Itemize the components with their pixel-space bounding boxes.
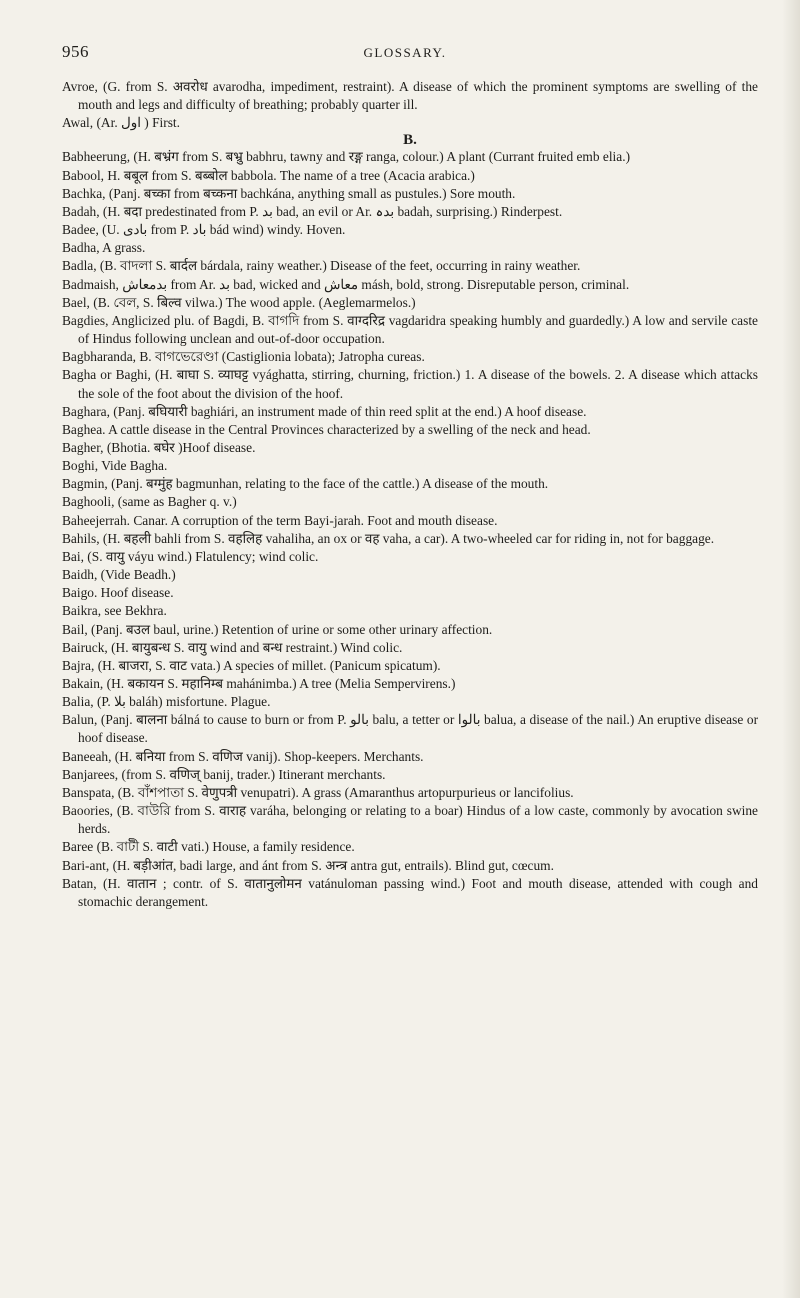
glossary-entry: Baikra, see Bekhra. [62, 603, 167, 619]
page-header [62, 42, 758, 64]
glossary-entry: Bachka, (Panj. बच्का from बच्कना bachkána, anything small as pustules.) Sore mouth. [62, 185, 516, 201]
page-number: 956 [62, 42, 89, 61]
glossary-entry: Awal, (Ar. اول ) First. [62, 115, 180, 131]
scan-edge-shadow [782, 0, 800, 1298]
glossary-entry: Balun, (Panj. बालना bálná to cause to burn or from P. بالو balu, a tetter or بالوا balua, a disease of the nail.) An eruptive disease or hoof disease. [62, 712, 759, 746]
glossary-entry: Babheerung, (H. बभ्रंग from S. बभ्रु babhru, tawny and रङ्ग ranga, colour.) A plant (Currant fruited emb elia.) [62, 149, 631, 165]
glossary-entry: Baoories, (B. বাউরি from S. वाराह varáha, belonging or relating to a boar) Hindus of a low caste, commonly by avocation swine herds. [62, 803, 758, 837]
glossary-entry: Badha, A grass. [62, 240, 146, 256]
glossary-entry: Bari-ant, (H. बड़ीआंत, badi large, and ánt from S. अन्त्र antra gut, entrails). Blind gut, cœcum. [62, 857, 554, 873]
glossary-entry: Babool, H. बबूल from S. बब्बोल babbola. The name of a tree (Acacia arabica.) [62, 167, 475, 183]
glossary-entry: Badla, (B. বাদলা S. बार्दल bárdala, rainy weather.) Disease of the feet, occurring in rainy weather. [62, 258, 581, 274]
glossary-entry: Batan, (H. वातान ; contr. of S. वातानुलोमन vatánuloman passing wind.) Foot and mouth disease, attended with cough and stomachic derangement. [62, 875, 758, 909]
glossary-entries [62, 78, 758, 911]
glossary-entry: Baghea. A cattle disease in the Central Provinces characterized by a swelling of the neck and head. [62, 421, 591, 437]
glossary-entry: Balia, (P. بلا baláh) misfortune. Plague. [62, 694, 271, 710]
glossary-entry: Bairuck, (H. बायुबन्ध S. वायु wind and बन्ध restraint.) Wind colic. [62, 639, 403, 655]
glossary-entry: Baree (B. বাটী S. वाटी vati.) House, a family residence. [62, 839, 355, 855]
glossary-entry: Bail, (Panj. बउल baul, urine.) Retention of urine or some other urinary affection. [62, 621, 493, 637]
glossary-entry: Banspata, (B. বাঁশপাতা S. वेणुपत्री venupatri). A grass (Amaranthus artopurpurieus or lancifolius. [62, 784, 574, 800]
glossary-entry: Bagmin, (Panj. बग्मुंह bagmunhan, relating to the face of the cattle.) A disease of the mouth. [62, 476, 549, 492]
entry-list [62, 148, 758, 911]
glossary-entry: Bakain, (H. बकायन S. महानिम्ब mahánimba.) A tree (Melia Sempervirens.) [62, 676, 456, 691]
glossary-entry: Bai, (S. वायु váyu wind.) Flatulency; wind colic. [62, 548, 319, 564]
glossary-entry: Bagdies, Anglicized plu. of Bagdi, B. বাগদি from S. वाग्दरिद्र vagdaridra speaking humbly and guardedly.) A low and servile caste of Hindus following unclean and out-of-door occupation. [62, 312, 758, 347]
glossary-entry: Bael, (B. বেল, S. बिल्व vilwa.) The wood apple. (Aeglemarmelos.) [62, 294, 416, 310]
glossary-entry: Baigo. Hoof disease. [62, 585, 174, 601]
glossary-entry: Baidh, (Vide Beadh.) [62, 567, 176, 583]
glossary-entry: Badmaish, بدمعاش from Ar. بد bad, wicked and معاش másh, bold, strong. Disreputable person, criminal. [62, 276, 630, 292]
glossary-entry: Banjarees, (from S. वणिज् banij, trader.) Itinerant merchants. [62, 766, 386, 782]
glossary-entry: Bajra, (H. बाजरा, S. वाट vata.) A species of millet. (Panicum spicatum). [62, 657, 441, 673]
glossary-entry: Badee, (U. بادی from P. باد bád wind) windy. Hoven. [62, 222, 346, 238]
glossary-entry: Bahils, (H. बहली bahli from S. वहलिह vahaliha, an ox or वह vaha, a car). A two-wheeled car for riding in, not for baggage. [62, 530, 715, 546]
section-letter: B. [403, 132, 417, 149]
glossary-entry: Baneeah, (H. बनिया from S. वणिज vanij). Shop-keepers. Merchants. [62, 748, 424, 764]
glossary-entry: Badah, (H. बदा predestinated from P. بد bad, an evil or Ar. بدہ badah, surprising.) Rinderpest. [62, 203, 563, 219]
glossary-entry: Bagbharanda, B. বাগভেরেণ্ডা (Castiglionia lobata); Jatropha cureas. [62, 349, 425, 365]
glossary-entry: Bagher, (Bhotia. बघेर )Hoof disease. [62, 439, 256, 455]
glossary-entry: Boghi, Vide Bagha. [62, 458, 168, 474]
glossary-entry: Baheejerrah. Canar. A corruption of the term Bayi-jarah. Foot and mouth disease. [62, 512, 498, 528]
glossary-entry: Baghara, (Panj. बघियारी baghiári, an instrument made of thin reed split at the end.) A hoof disease. [62, 403, 587, 419]
glossary-entry: Bagha or Baghi, (H. बाघा S. व्याघट्ट vyághatta, stirring, churning, friction.) 1. A disease of the bowels. 2. A disease which attacks the sole of the foot about the division of the hoof. [62, 367, 758, 401]
glossary-entry: Avroe, (G. from S. अवरोध avarodha, impediment, restraint). A disease of which the prominent symptoms are swelling of the mouth and legs and difficulty of breathing; probably quarter ill. [62, 79, 758, 113]
glossary-entry: Baghooli, (same as Bagher q. v.) [62, 494, 237, 510]
running-head: GLOSSARY. [363, 45, 447, 60]
